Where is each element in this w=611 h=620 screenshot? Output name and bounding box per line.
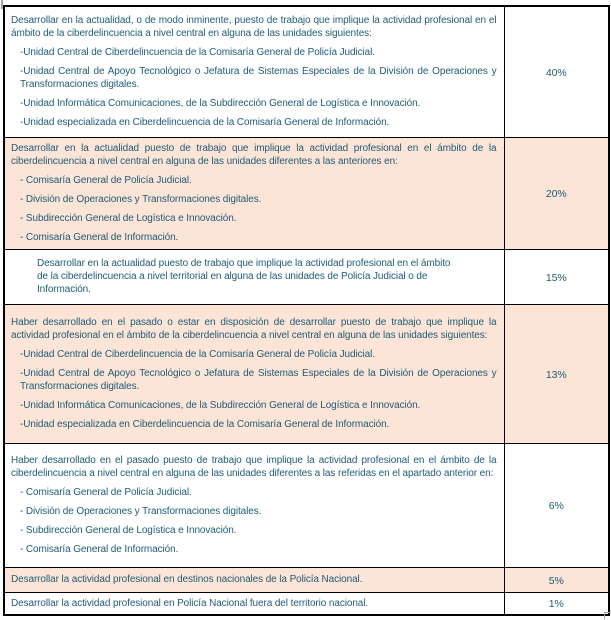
criteria-table-body xyxy=(4,6,609,615)
table-row xyxy=(4,443,609,567)
unit-list-item: - Comisaría General de Policía Judicial. xyxy=(20,487,192,498)
unit-list-item: - Subdirección General de Logística e Innovación. xyxy=(20,525,237,536)
percentage-cell xyxy=(504,6,609,137)
criterion-text: Desarrollar la actividad profesional en destinos nacionales de la Policía Nacional. xyxy=(11,574,363,585)
criterion-cell xyxy=(4,304,504,443)
table-row xyxy=(4,592,609,615)
percentage-cell xyxy=(504,304,609,443)
criterion-text: Desarrollar en la actualidad puesto de trabajo que implique la actividad profesional en el ámbito de la ciberdelincuencia a nivel central en alguna de las unidades diferentes a las anteriores en: xyxy=(11,143,497,167)
percentage-value: 20% xyxy=(545,188,567,200)
percentage-cell xyxy=(504,567,609,592)
criterion-text: Haber desarrollado en el pasado o estar en disposición de desarrollar puesto de trabajo que implique la actividad profesional en el ámbito de la ciberdelincuencia a nivel central en alguna de las unidades siguientes: xyxy=(11,317,497,341)
unit-list-item: - División de Operaciones y Transformaciones digitales. xyxy=(20,194,262,205)
percentage-cell xyxy=(504,592,609,615)
unit-list-item: -Unidad Central de Apoyo Tecnológico o Jefatura de Sistemas Especiales de la División de Operaciones y Transformaciones digitales. xyxy=(20,66,497,91)
criterion-text: Desarrollar en la actualidad, o de modo inminente, puesto de trabajo que implique la actividad profesional en el ámbito de la ciberdelincuencia a nivel central en alguna de las unidades siguientes: xyxy=(11,15,497,40)
unit-list-item: -Unidad Informática Comunicaciones, de la Subdirección General de Logística e Innovación. xyxy=(20,400,421,411)
percentage-value: 13% xyxy=(545,368,567,381)
table-row xyxy=(4,137,609,249)
percentage-value: 15% xyxy=(545,271,567,284)
next-cell-corner-mark xyxy=(604,612,611,619)
percentage-cell xyxy=(504,443,609,567)
criterion-cell xyxy=(4,6,504,137)
table-row xyxy=(4,304,609,443)
percentage-cell xyxy=(504,137,609,249)
unit-list-item: - Comisaría General de Información. xyxy=(20,232,179,243)
criterion-cell xyxy=(4,249,504,304)
unit-list-item: -Unidad Central de Ciberdelincuencia de la Comisaría General de Policía Judicial. xyxy=(20,349,375,360)
percentage-value: 1% xyxy=(548,598,564,611)
unit-list-item: - División de Operaciones y Transformaciones digitales. xyxy=(20,506,262,517)
unit-list-item: -Unidad Informática Comunicaciones, de la Subdirección General de Logística e Innovación. xyxy=(20,98,421,110)
criterion-text: Haber desarrollado en el pasado puesto de trabajo que implique la actividad profesional en el ámbito de la ciberdelincuencia a nivel central en alguna de las unidades diferentes a las referidas en el apartado anterior en: xyxy=(11,455,497,479)
criterion-text: Desarrollar en la actualidad puesto de trabajo que implique la actividad profesional en el ámbito de la ciberdelincuencia a nivel territorial en alguna de las unidades de Policía Judicial o de Información. xyxy=(37,258,451,295)
criterion-cell xyxy=(4,137,504,249)
unit-list-item: -Unidad especializada en Ciberdelincuencia de la Comisaría General de Información. xyxy=(20,117,390,129)
unit-list-item: - Comisaría General de Policía Judicial. xyxy=(20,175,192,186)
unit-list-item: - Subdirección General de Logística e Innovación. xyxy=(20,213,237,224)
unit-list-item: -Unidad Central de Ciberdelincuencia de la Comisaría General de Policía Judicial. xyxy=(20,47,375,59)
criterion-cell xyxy=(4,567,504,592)
table-row xyxy=(4,249,609,304)
percentage-value: 6% xyxy=(548,500,564,512)
percentage-value: 5% xyxy=(548,574,564,587)
table-row xyxy=(4,567,609,592)
criterion-cell xyxy=(4,592,504,615)
percentage-value: 40% xyxy=(545,66,567,79)
criterion-text: Desarrollar la actividad profesional en Policía Nacional fuera del territorio nacional. xyxy=(11,597,369,609)
table-row xyxy=(4,6,609,137)
unit-list-item: -Unidad especializada en Ciberdelincuencia de la Comisaría General de Información. xyxy=(20,419,390,430)
percentage-cell xyxy=(504,249,609,304)
unit-list-item: - Comisaría General de Información. xyxy=(20,544,179,555)
unit-list-item: -Unidad Central de Apoyo Tecnológico o Jefatura de Sistemas Especiales de la División de Operaciones y Transformaciones digitales. xyxy=(20,368,497,392)
criterion-cell xyxy=(4,443,504,567)
criteria-table xyxy=(3,5,610,616)
